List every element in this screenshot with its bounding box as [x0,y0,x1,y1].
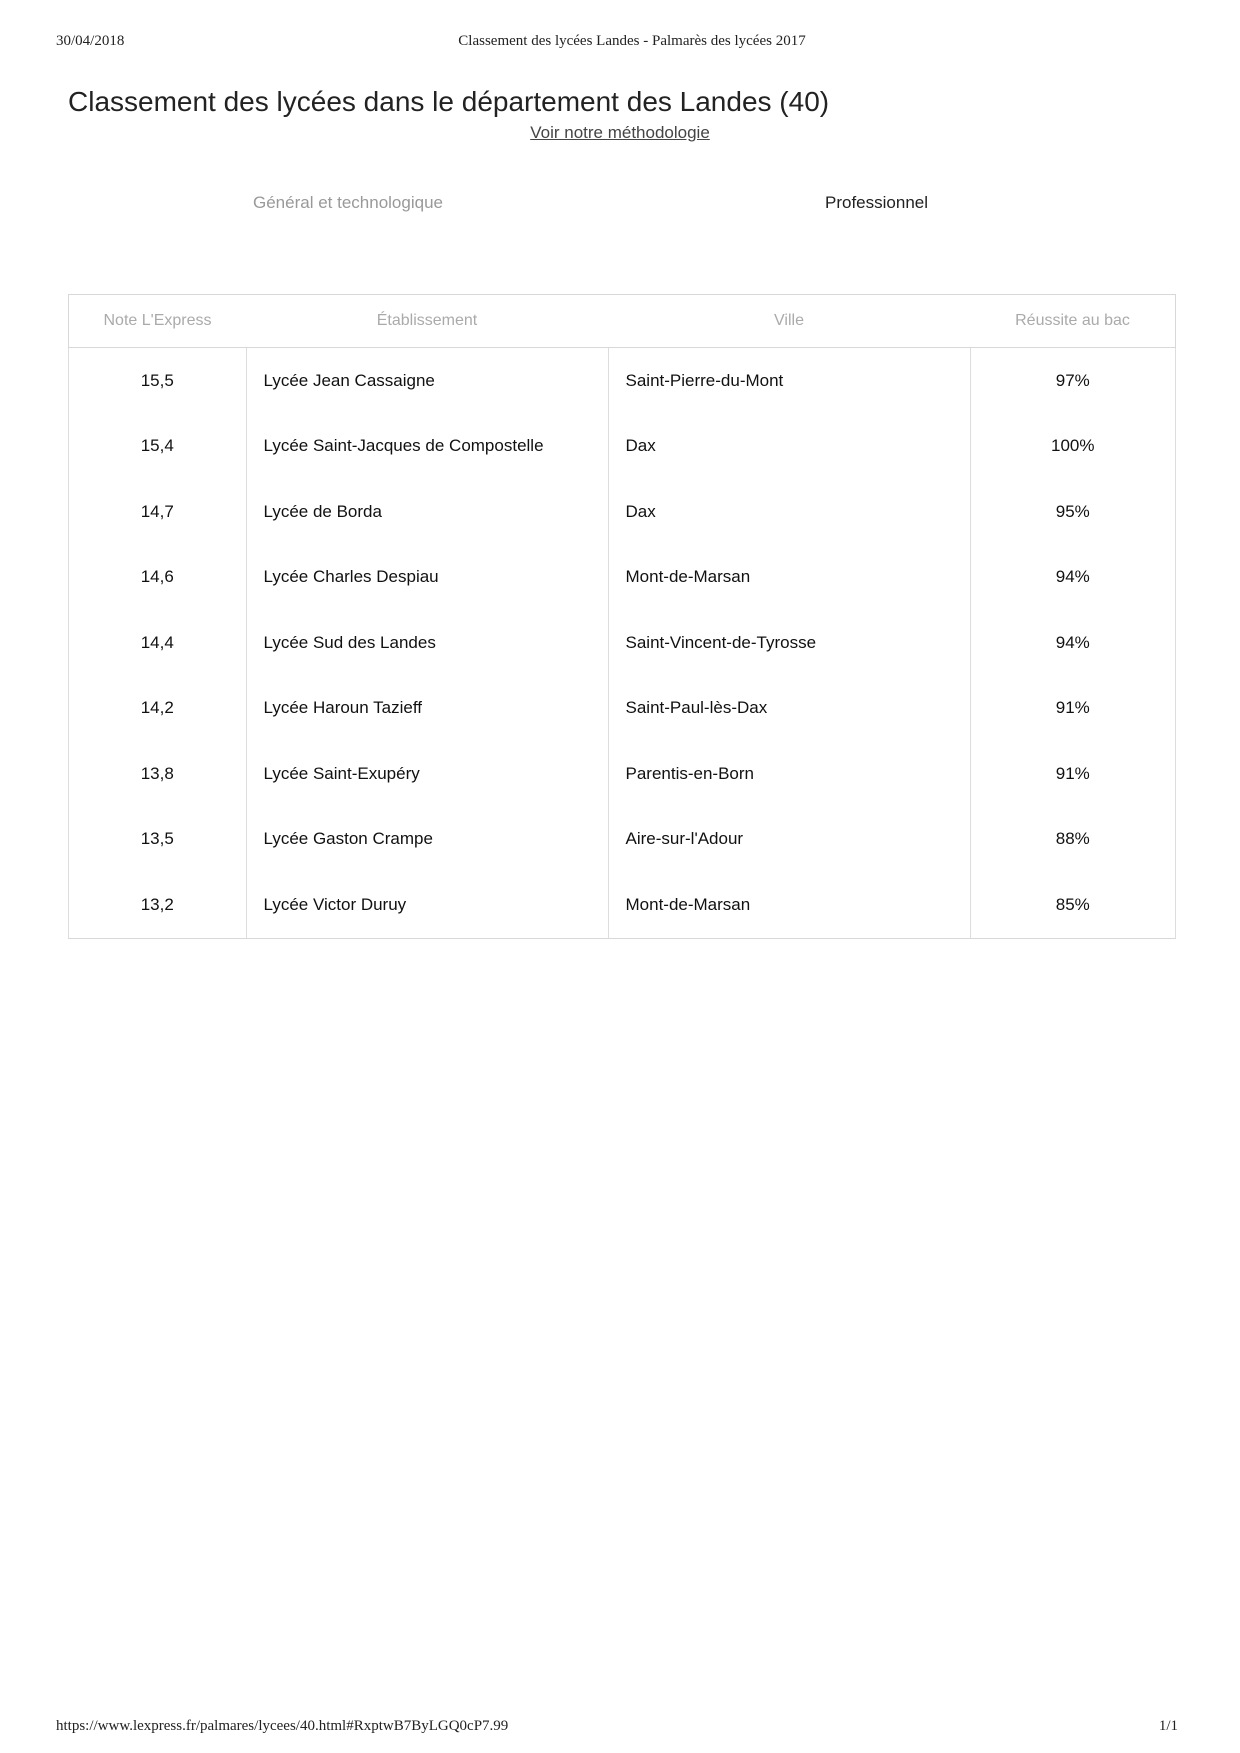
table-row [69,610,1176,676]
print-footer [56,1718,1178,1738]
column-header-ville[interactable]: Ville [608,295,970,348]
cell-ville: Dax [608,414,970,480]
table-row [69,479,1176,545]
ranking-table [68,294,1176,939]
category-tabs [68,193,1176,217]
methodology-link[interactable]: Voir notre méthodologie [530,123,710,142]
cell-note: 14,2 [69,676,247,742]
print-header [56,33,1178,53]
cell-reussite: 97% [970,348,1176,414]
cell-reussite: 100% [970,414,1176,480]
print-url: https://www.lexpress.fr/palmares/lycees/40.html#RxptwB7ByLGQ0cP7.99 [56,1718,509,1734]
column-header-etablissement[interactable]: Établissement [246,295,608,348]
cell-note: 14,6 [69,545,247,611]
cell-reussite: 94% [970,610,1176,676]
cell-note: 14,4 [69,610,247,676]
cell-note: 13,2 [69,872,247,938]
cell-etablissement: Lycée Sud des Landes [246,610,608,676]
tab-professionnel[interactable]: Professionnel [825,193,929,212]
table-header-row [69,295,1176,348]
cell-ville: Dax [608,479,970,545]
page-title: Classement des lycées dans le département des Landes (40) [68,86,830,117]
cell-reussite: 94% [970,545,1176,611]
table-row [69,741,1176,807]
cell-etablissement: Lycée Charles Despiau [246,545,608,611]
table-row [69,807,1176,873]
print-date: 30/04/2018 [56,33,125,49]
cell-reussite: 88% [970,807,1176,873]
cell-etablissement: Lycée Saint-Exupéry [246,741,608,807]
table-body [69,348,1176,939]
cell-reussite: 91% [970,741,1176,807]
cell-note: 14,7 [69,479,247,545]
cell-etablissement: Lycée Saint-Jacques de Compostelle [246,414,608,480]
cell-ville: Mont-de-Marsan [608,872,970,938]
table-row [69,414,1176,480]
print-page-count: 1/1 [1158,1718,1178,1734]
cell-reussite: 95% [970,479,1176,545]
cell-note: 13,8 [69,741,247,807]
cell-ville: Aire-sur-l'Adour [608,807,970,873]
table-row [69,872,1176,938]
column-header-note[interactable]: Note L'Express [69,295,247,348]
column-header-reussite[interactable]: Réussite au bac [970,295,1176,348]
table-row [69,676,1176,742]
cell-etablissement: Lycée Haroun Tazieff [246,676,608,742]
cell-etablissement: Lycée Gaston Crampe [246,807,608,873]
table-row [69,348,1176,414]
cell-ville: Saint-Paul-lès-Dax [608,676,970,742]
cell-ville: Saint-Pierre-du-Mont [608,348,970,414]
cell-reussite: 91% [970,676,1176,742]
cell-reussite: 85% [970,872,1176,938]
cell-etablissement: Lycée Victor Duruy [246,872,608,938]
tab-general-technologique[interactable]: Général et technologique [253,193,443,212]
cell-note: 15,4 [69,414,247,480]
table-row [69,545,1176,611]
cell-etablissement: Lycée de Borda [246,479,608,545]
print-page-title: Classement des lycées Landes - Palmarès des lycées 2017 [458,33,806,49]
cell-ville: Saint-Vincent-de-Tyrosse [608,610,970,676]
cell-note: 13,5 [69,807,247,873]
cell-ville: Parentis-en-Born [608,741,970,807]
cell-ville: Mont-de-Marsan [608,545,970,611]
cell-note: 15,5 [69,348,247,414]
cell-etablissement: Lycée Jean Cassaigne [246,348,608,414]
